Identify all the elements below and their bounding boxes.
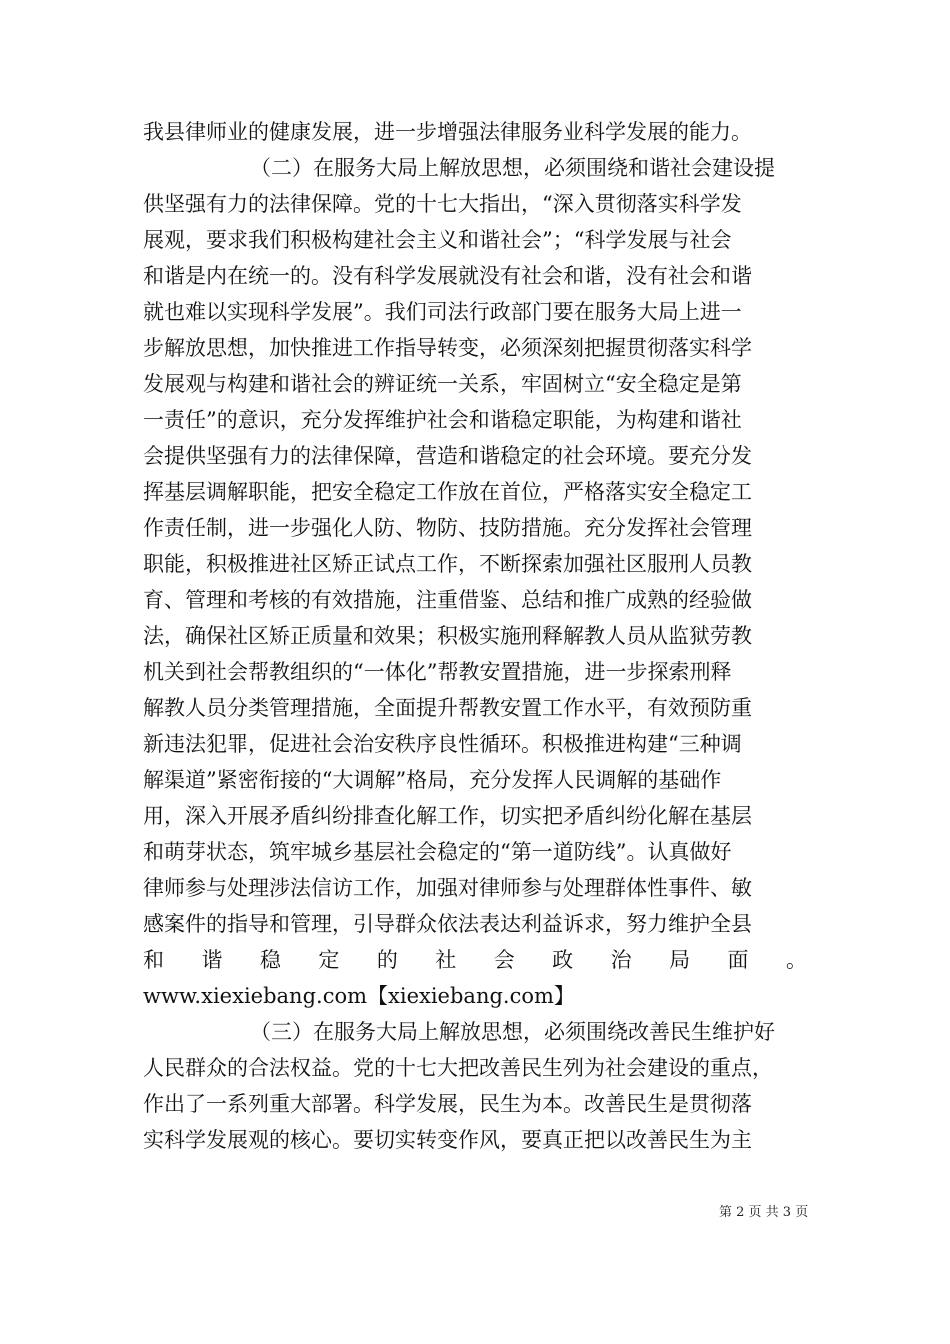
source-link-line: www.xiexiebang.com【xiexiebang.com】 [143,984,575,1008]
text-line: 一责任”的意识，充分发挥维护社会和谐稳定职能，为构建和谐社 [143,408,742,432]
text-line: 感案件的指导和管理，引导群众依法表达利益诉求，努力维护全县 [143,912,752,936]
text-line: 和萌芽状态，筑牢城乡基层社会稳定的“第一道防线”。认真做好 [143,840,732,864]
text-line: 供坚强有力的法律保障。党的十七大指出，“深入贯彻落实科学发 [143,192,742,216]
text-line: 展观，要求我们积极构建社会主义和谐社会”；“科学发展与社会 [143,228,732,252]
text-line: 机关到社会帮教组织的“一体化”帮教安置措施，进一步探索刑释 [143,660,732,684]
text-line: 就也难以实现科学发展”。我们司法行政部门要在服务大局上进一 [143,300,742,324]
text-line: 新违法犯罪，促进社会治安秩序良性循环。积极推进构建“三种调 [143,732,742,756]
text-line: 实科学发展观的核心。要切实转变作风，要真正把以改善民生为主 [143,1128,752,1152]
text-line: 我县律师业的健康发展，进一步增强法律服务业科学发展的能力。 [143,120,752,144]
text-line: 发展观与构建和谐社会的辨证统一关系，牢固树立“安全稳定是第 [143,372,742,396]
text-line: 用，深入开展矛盾纠纷排查化解工作，切实把矛盾纠纷化解在基层 [143,804,752,828]
text-line: 挥基层调解职能，把安全稳定工作放在首位，严格落实安全稳定工 [143,480,752,504]
text-line: 和谐稳定的社会政治局面。 [143,948,807,972]
text-line: 人民群众的合法权益。党的十七大把改善民生列为社会建设的重点， [143,1056,773,1080]
text-line: 法，确保社区矫正质量和效果；积极实施刑释解教人员从监狱劳教 [143,624,752,648]
text-line: 步解放思想，加快推进工作指导转变，必须深刻把握贯彻落实科学 [143,336,752,360]
text-line: （二）在服务大局上解放思想，必须围绕和谐社会建设提 [250,156,775,180]
text-line: 律师参与处理涉法信访工作，加强对律师参与处理群体性事件、敏 [143,876,752,900]
text-line: （三）在服务大局上解放思想，必须围绕改善民生维护好 [250,1020,775,1044]
text-line: 会提供坚强有力的法律保障，营造和谐稳定的社会环境。要充分发 [143,444,752,468]
text-line: 育、管理和考核的有效措施，注重借鉴、总结和推广成熟的经验做 [143,588,752,612]
text-line: 作责任制，进一步强化人防、物防、技防措施。充分发挥社会管理 [143,516,752,540]
text-line: 职能，积极推进社区矫正试点工作，不断探索加强社区服刑人员教 [143,552,752,576]
text-line: 解教人员分类管理措施，全面提升帮教安置工作水平，有效预防重 [143,696,752,720]
text-line: 作出了一系列重大部署。科学发展，民生为本。改善民生是贯彻落 [143,1092,752,1116]
page-number-footer: 第 2 页 共 3 页 [719,1205,809,1220]
text-line: 解渠道”紧密衔接的“大调解”格局，充分发挥人民调解的基础作 [143,768,722,792]
text-line: 和谐是内在统一的。没有科学发展就没有社会和谐，没有社会和谐 [143,264,752,288]
